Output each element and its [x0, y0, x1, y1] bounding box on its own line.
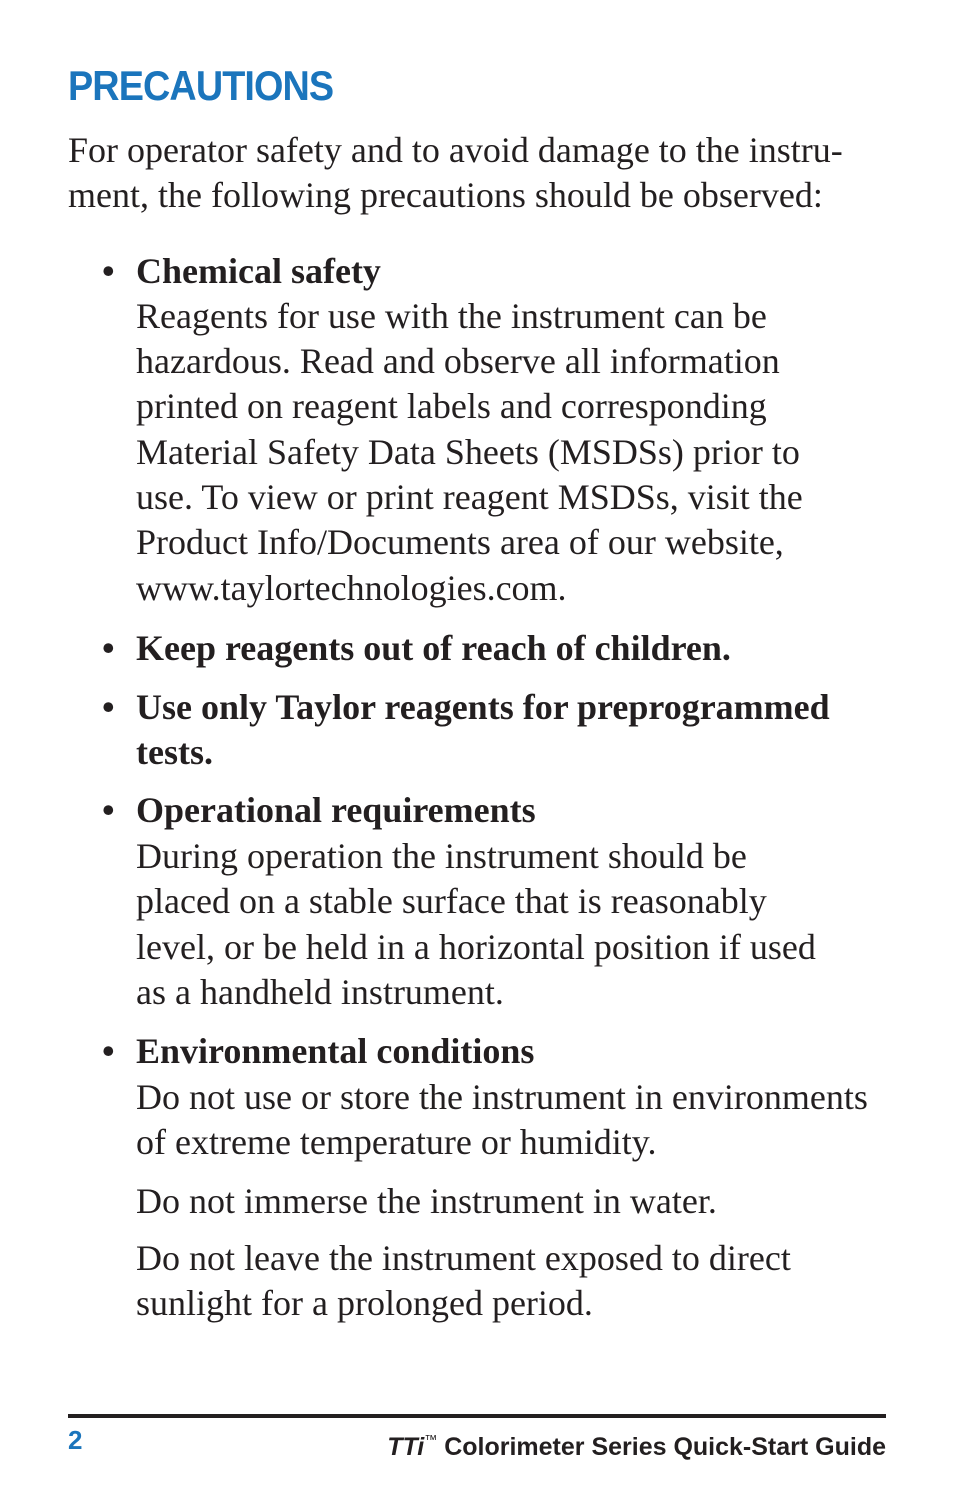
keep-reagents-item: Keep reagents out of reach of children.: [136, 628, 731, 668]
environmental-line: Do not use or store the instrument in environments: [136, 1077, 868, 1117]
website-link[interactable]: www.taylortechnologies.com.: [136, 568, 567, 608]
taylor-reagents-item: tests.: [136, 732, 213, 772]
operational-line: placed on a stable surface that is reasonably: [136, 881, 767, 921]
page-number: 2: [68, 1425, 83, 1455]
bullet-icon: •: [102, 790, 115, 830]
intro-line: ment, the following precautions should be observed:: [68, 175, 823, 215]
bullet-icon: •: [102, 687, 115, 727]
chemical-safety-line: Product Info/Documents area of our website,: [136, 522, 784, 562]
chemical-safety-line: Material Safety Data Sheets (MSDSs) prior to: [136, 432, 800, 472]
chemical-safety-line: printed on reagent labels and corresponding: [136, 386, 767, 426]
operational-line: as a handheld instrument.: [136, 972, 504, 1012]
environmental-conditions-title: Environmental conditions: [136, 1031, 535, 1071]
trademark-symbol: ™: [424, 1432, 438, 1447]
chemical-safety-line: use. To view or print reagent MSDSs, visit the: [136, 477, 803, 517]
bullet-icon: •: [102, 628, 115, 668]
footer-divider: [68, 1414, 886, 1418]
footer-title: [387, 1424, 886, 1463]
footer-brand: TTi: [387, 1433, 425, 1461]
intro-paragraph: [68, 128, 888, 218]
taylor-reagents-item: Use only Taylor reagents for preprogrammed: [136, 687, 830, 727]
chemical-safety-line: hazardous. Read and observe all information: [136, 341, 780, 381]
bullet-icon: •: [102, 251, 115, 291]
environmental-line: of extreme temperature or humidity.: [136, 1122, 657, 1162]
bullet-icon: •: [102, 1031, 115, 1071]
operational-line: During operation the instrument should be: [136, 836, 747, 876]
page-heading: PRECAUTIONS: [68, 62, 334, 109]
environmental-sunlight-line: Do not leave the instrument exposed to direct: [136, 1238, 791, 1278]
intro-line: For operator safety and to avoid damage to the instru-: [68, 130, 843, 170]
environmental-water-line: Do not immerse the instrument in water.: [136, 1181, 717, 1221]
footer-guide-title: Colorimeter Series Quick-Start Guide: [437, 1433, 886, 1461]
chemical-safety-title: Chemical safety: [136, 251, 381, 291]
chemical-safety-line: Reagents for use with the instrument can be: [136, 296, 767, 336]
environmental-sunlight-line: sunlight for a prolonged period.: [136, 1283, 593, 1323]
operational-requirements-title: Operational requirements: [136, 790, 536, 830]
operational-line: level, or be held in a horizontal position if used: [136, 927, 816, 967]
